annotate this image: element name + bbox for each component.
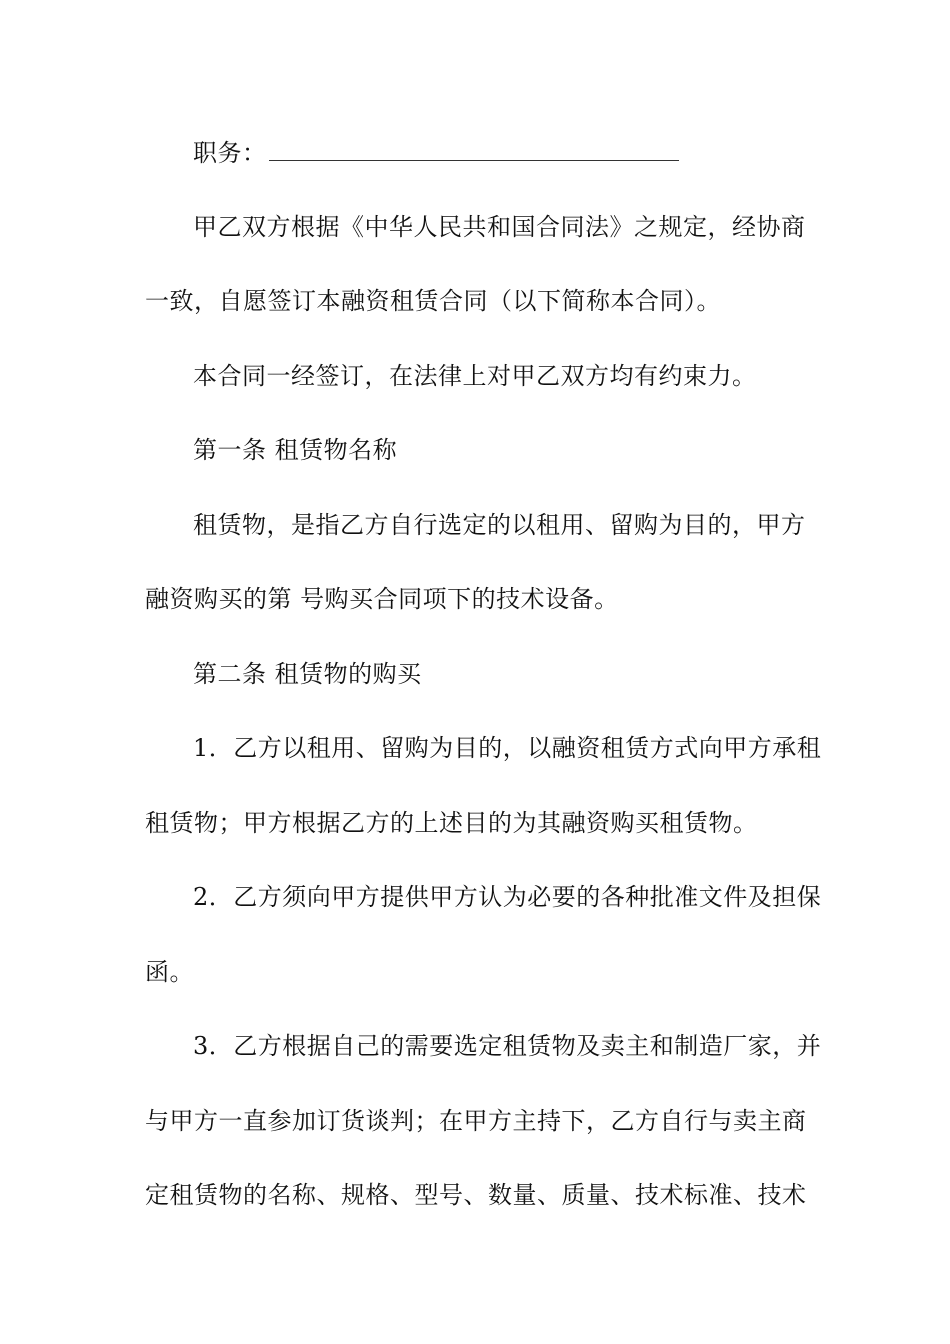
list-item-line: 与甲方一直参加订货谈判；在甲方主持下，乙方自行与卖主商 [145, 1107, 807, 1135]
list-item-line: 1．乙方以租用、留购为目的，以融资租赁方式向甲方承租 [193, 734, 822, 762]
article-heading: 第二条 租赁物的购买 [193, 660, 422, 688]
paragraph-line: 一致，自愿签订本融资租赁合同（以下简称本合同）。 [145, 287, 721, 315]
position-blank-underline [269, 142, 679, 161]
position-label: 职务： [193, 139, 267, 167]
paragraph-line: 甲乙双方根据《中华人民共和国合同法》之规定，经协商 [193, 213, 806, 241]
paragraph-line: 租赁物，是指乙方自行选定的以租用、留购为目的，甲方 [193, 511, 806, 539]
list-item-line: 3．乙方根据自己的需要选定租赁物及卖主和制造厂家，并 [193, 1032, 822, 1060]
paragraph-line: 融资购买的第 号购买合同项下的技术设备。 [145, 585, 619, 613]
list-item-line: 租赁物；甲方根据乙方的上述目的为其融资购买租赁物。 [145, 809, 758, 837]
paragraph-line: 本合同一经签订，在法律上对甲乙双方均有约束力。 [193, 362, 757, 390]
position-field-line [145, 137, 858, 169]
list-item-line: 定租赁物的名称、规格、型号、数量、质量、技术标准、技术 [145, 1181, 807, 1209]
list-item-line: 函。 [145, 958, 194, 986]
article-heading: 第一条 租赁物名称 [193, 436, 398, 464]
list-item-line: 2．乙方须向甲方提供甲方认为必要的各种批准文件及担保 [193, 883, 822, 911]
